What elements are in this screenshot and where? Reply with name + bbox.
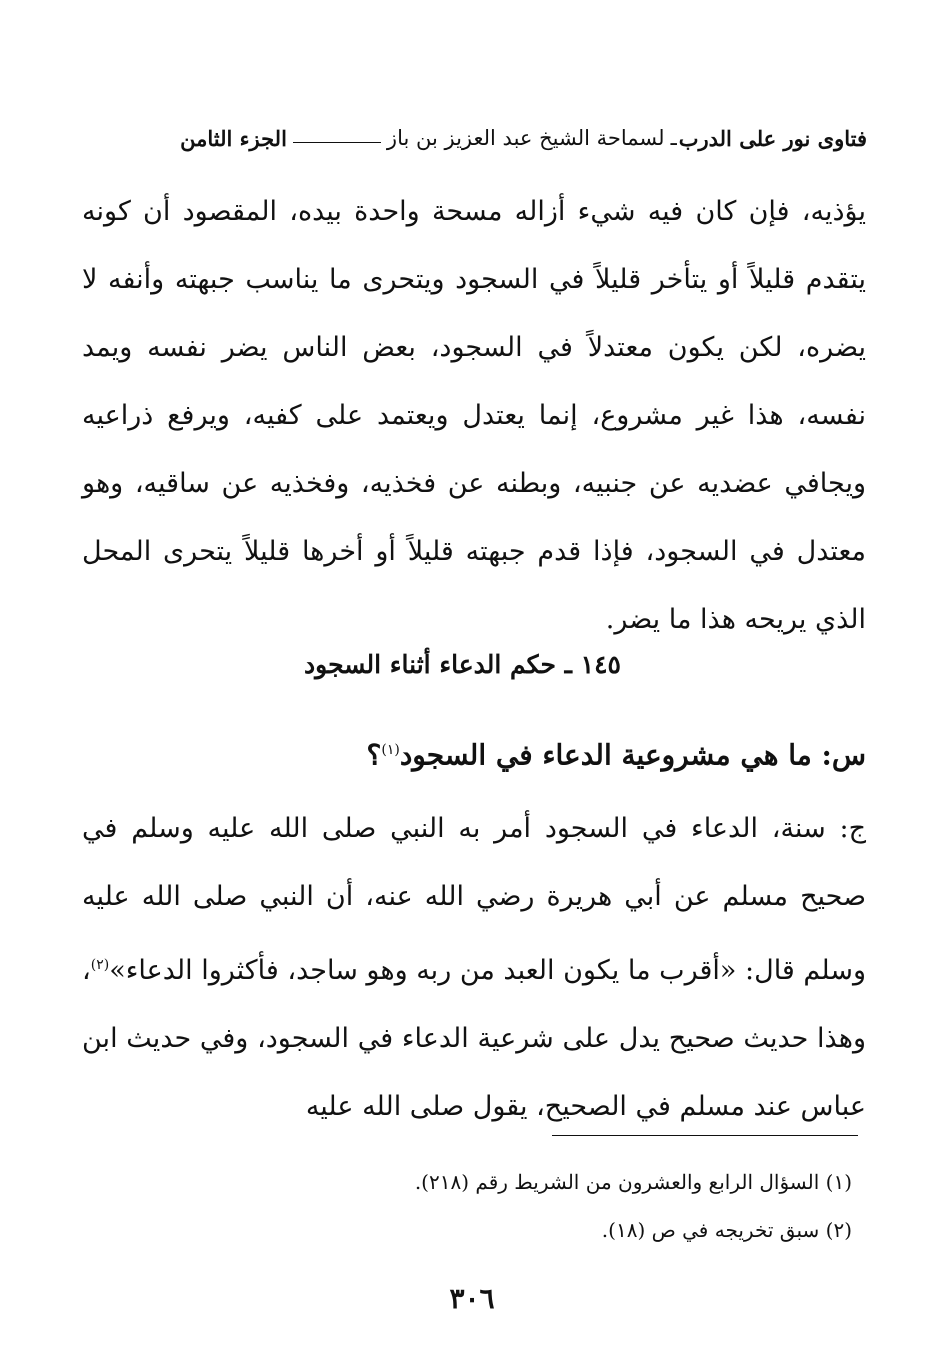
paragraph-continuation: يؤذيه، فإن كان فيه شيء أزاله مسحة واحدة بيده، المقصود أن كونه يتقدم قليلاً أو يتأخر قليلاً في السجود ويتحرى ما يناسب جبهته وأنفه لا يضره، لكن يكون معتدلاً في السجود، بعض الناس يضر نفسه ويمد نفسه، هذا غير مشروع، إنما يعتدل ويعتمد على كفيه، ويرفع ذراعيه ويجافي عضديه عن جنبيه، وبطنه عن فخذيه، وفخذيه عن ساقيه، وهو معتدل في السجود، فإذا قدم جبهته قليلاً أو أخرها قليلاً يتحرى المحل الذي يريحه هذا ما يضر. [82, 196, 866, 635]
question-footnote-ref: (١) [381, 742, 400, 758]
question [300, 720, 866, 785]
header-rule [293, 142, 381, 143]
running-header [95, 118, 867, 158]
answer-footnote-ref: (٢) [90, 957, 110, 973]
question-mark: ؟ [366, 738, 382, 772]
header-volume: الجزء الثامن [180, 125, 287, 151]
footnote-divider [552, 1135, 858, 1136]
header-separator: ـ [670, 126, 677, 150]
footnotes [300, 1158, 852, 1254]
footnote-2: (٢) سبق تخريجه في ص (١٨). [601, 1218, 852, 1242]
question-text: س: ما هي مشروعية الدعاء في السجود [399, 738, 866, 772]
answer [82, 795, 866, 1141]
header-book-title: فتاوى نور على الدرب [678, 125, 867, 151]
footnote-1: (١) السؤال الرابع والعشرون من الشريط رقم (٢١٨). [414, 1170, 852, 1194]
page-number: ٣٠٦ [449, 1282, 495, 1315]
answer-part-1: ج: سنة، الدعاء في السجود أمر به النبي صلى الله عليه وسلم في صحيح مسلم عن أبي هريرة رضي الله عنه، أن النبي صلى الله عليه وسلم قال: «أقرب ما يكون العبد من ربه وهو ساجد، فأكثروا الدعاء» [82, 813, 866, 986]
section-title: ١٤٥ ـ حكم الدعاء أثناء السجود [304, 650, 621, 679]
answer-part-2: ، وهذا حديث صحيح يدل على شرعية الدعاء في السجود، وفي حديث ابن عباس عند مسلم في الصحيح، يقول صلى الله عليه [82, 955, 866, 1122]
header-author: لسماحة الشيخ عبد العزيز بن باز [386, 126, 665, 150]
